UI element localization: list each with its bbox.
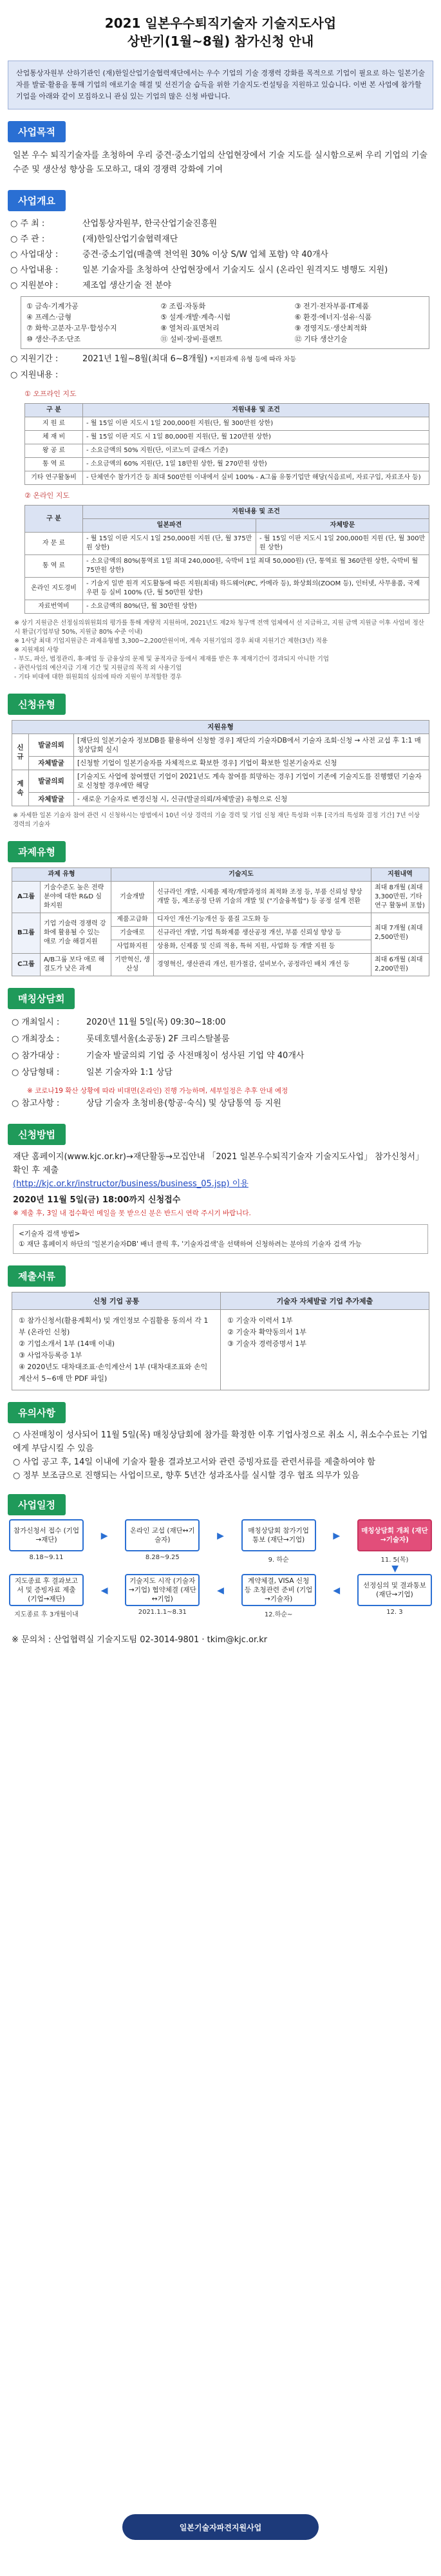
footer-logo: 일본기술자파견지원사업 bbox=[122, 2514, 319, 2540]
overview-row bbox=[8, 263, 433, 278]
period-note: *지원과제 유형 등에 따라 차등 bbox=[210, 356, 297, 363]
field-item: ④ 프레스·금형 bbox=[26, 313, 71, 321]
table-header: 과제 유형 bbox=[12, 868, 111, 882]
table-cell: 왕 공 료 bbox=[25, 444, 83, 458]
section-schedule bbox=[8, 1494, 433, 1618]
overview-key: ○ 주 관 : bbox=[10, 234, 45, 244]
table-cell: 기업 기술력 경쟁력 강화에 활용될 수 있는 애로 기술 해결지원 bbox=[41, 913, 111, 954]
schedule-box: 계약체결, VISA 신청 등 초청관련 준비 (기업→기술자) bbox=[241, 1574, 316, 1606]
notice-item: ○ 정부 보조금으로 진행되는 사업이므로, 향후 5년간 성과조사를 실시할 경우 협조 의무가 있음 bbox=[13, 1471, 359, 1481]
section-notes bbox=[8, 1402, 433, 1482]
schedule-date: 12.하순~ bbox=[264, 1611, 293, 1618]
arrow-right-icon: ▶ bbox=[100, 1531, 108, 1541]
notice-item: ○ 사업 공고 후, 14일 이내에 기술자 활용 결과보고서와 관련 증빙자료를 관련서류를 제출하여야 함 bbox=[13, 1457, 375, 1467]
section-docs bbox=[8, 1265, 433, 1390]
schedule-date: 2021.1.1~8.31 bbox=[138, 1609, 187, 1616]
table-row bbox=[25, 417, 429, 431]
consult-value: 2020년 11월 5일(목) 09:30~18:00 bbox=[86, 1018, 226, 1027]
consult-value: 상담 기술자 초청비용(항공·숙식) 및 상담통역 등 지원 bbox=[86, 1099, 281, 1108]
table-header: 지원내용 및 조건 bbox=[83, 404, 429, 417]
overview-value: 일본 기술자를 초청하여 산업현장에서 기술지도 실시 (온라인 원격지도 병행도 지원) bbox=[82, 265, 388, 275]
apply-group-label: 신 규 bbox=[12, 734, 29, 770]
field-item: ⑦ 화학·고분자·고무·합성수지 bbox=[26, 324, 117, 332]
section-title-purpose: 사업목적 bbox=[8, 121, 66, 142]
table-row bbox=[12, 793, 429, 806]
table-row bbox=[25, 444, 429, 458]
overview-key: ○ 주 최 : bbox=[10, 219, 45, 229]
table-cell: - 기술지 일반 원격 지도활동에 따른 지원(최대) 하드웨어(PC, 카메라 등), 화상회의(ZOOM 등), 인터넷, 사무용품, 국제우편 등 실비 100% (단, 월 50만원 상한) bbox=[83, 578, 429, 600]
docs-item: ② 기업소개서 1부 (14매 이내) bbox=[19, 1340, 115, 1348]
schedule-date: 지도종료 후 3개월이내 bbox=[14, 1611, 79, 1618]
section-title-tasks: 과제유형 bbox=[8, 841, 66, 862]
method-search-title: <기술자 검색 방법> bbox=[19, 1230, 80, 1238]
field-item: ③ 전기·전자부품·IT제품 bbox=[294, 302, 369, 310]
docs-col-common bbox=[12, 1293, 220, 1390]
schedule-row bbox=[9, 1519, 432, 1564]
offline-subtitle: ① 오프라인 지도 bbox=[24, 390, 77, 398]
note-line: ※ 1사당 최대 기업지원금은 과제유형별 3,300~2,200만원이며, 계속 지원기업의 경우 최대 지원기간 제한(3년) 적용 bbox=[14, 638, 328, 645]
docs-item: ① 기술자 이력서 1부 bbox=[227, 1316, 293, 1325]
table-cell: [기술지도 사업에 참여했던 기업이 2021년도 계속 참여를 희망하는 경우] 기업이 기존에 기술지도를 진행했던 기술자로 신청할 경우에만 해당 bbox=[74, 770, 429, 793]
table-cell: 상용화, 신제품 및 신뢰 적용, 특허 지원, 사업화 등 개발 지원 등 bbox=[154, 940, 371, 954]
table-cell: - 월 15일 이판 지도시 1일 250,000원 지원 (단, 월 375만원 상한) bbox=[83, 533, 256, 555]
schedule-flow bbox=[9, 1519, 432, 1618]
arrow-right-icon: ▶ bbox=[333, 1531, 341, 1541]
section-title-apply: 신청유형 bbox=[8, 694, 66, 715]
schedule-date: 11. 5(목) bbox=[380, 1557, 409, 1564]
arrow-down-icon: ▼ bbox=[391, 1564, 399, 1574]
table-header: 지원유형 bbox=[12, 721, 429, 734]
overview-row bbox=[8, 232, 433, 247]
table-cell: 체 재 비 bbox=[25, 431, 83, 444]
overview-value: 산업통상자원부, 한국산업기술진흥원 bbox=[82, 219, 218, 229]
schedule-step bbox=[357, 1519, 432, 1564]
apply-note: ※ 자세한 일본 기술자 참여 관련 시 신청하시는 방법에서 10년 이상 경력의 기술 경력 및 기업 신청 재단 특성화 이후 [국가의 특성화 결정 기간] 7년 이상 경력의 기술자 bbox=[13, 812, 420, 828]
docs-item: ② 기술자 확약동의서 1부 bbox=[227, 1328, 306, 1336]
docs-item: ③ 사업자등록증 1부 bbox=[19, 1351, 82, 1359]
schedule-step bbox=[9, 1519, 84, 1561]
footer bbox=[0, 2492, 441, 2576]
section-method bbox=[8, 1124, 433, 1254]
table-cell: [신청할 기업이 일본기술자를 자체적으로 확보한 경우] 기업이 확보한 일본기술자로 신청 bbox=[74, 757, 429, 770]
consult-row bbox=[8, 1095, 433, 1112]
table-cell: - 월 15일 이판 지도 시 1일 80,000원 지원(단, 월 120만원 상한) bbox=[83, 431, 429, 444]
docs-item: ① 참가신청서(활용계획서) 및 개인정보 수집활용 동의서 각 1부 (온라인 신청) bbox=[19, 1316, 209, 1336]
schedule-step bbox=[9, 1574, 84, 1618]
notes-body bbox=[8, 1428, 433, 1482]
intro-box: 산업통상자원부 산하기관인 (재)한일산업기술협력재단에서는 우수 기업의 기술 경쟁력 강화를 목적으로 기업이 필요로 하는 일본기술자를 발굴·활용을 통해 기업의 애로기술 해결 및 선진기술 습득을 위한 기술지도·컨설팅을 지원하고 있습니다. 이번 본 사업에 참가할 기업을 아래와 같이 모집하오니 관심 있는 기업의 많은 신청 바랍니다. bbox=[8, 61, 433, 109]
consult-row bbox=[8, 1048, 433, 1065]
table-cell: 최대 6개월 (최대 2,200만원) bbox=[371, 954, 429, 976]
table-row bbox=[25, 458, 429, 471]
consult-value: 기술자 발굴의뢰 기업 중 사전매칭이 성사된 기업 약 40개사 bbox=[86, 1051, 305, 1061]
docs-col-title: 기술자 자체발굴 기업 추가제출 bbox=[221, 1293, 429, 1310]
section-title-method: 신청방법 bbox=[8, 1124, 66, 1145]
table-header: 구 분 bbox=[25, 404, 83, 417]
section-purpose bbox=[8, 121, 433, 178]
table-cell: - 소요금액의 80%(단, 월 30만원 상한) bbox=[83, 600, 429, 614]
note-line: - 관련사업의 예산지급 기재 기간 및 지원금의 목적 외 사용기업 bbox=[14, 665, 182, 672]
table-cell: 자체발굴 bbox=[29, 793, 74, 806]
consult-value: 일본 기술자와 1:1 상담 bbox=[86, 1068, 173, 1077]
task-group: A그룹 bbox=[12, 882, 41, 913]
field-item: ⑪ 설비·장비·플랜트 bbox=[160, 335, 223, 343]
schedule-step bbox=[125, 1519, 200, 1561]
overview-body bbox=[8, 216, 433, 682]
table-cell: - 단체연수 참가기간 등 최대 500만원 이내에서 실비 100% - A그룹 유통기업만 해당(식음료비, 자료구입, 자료조사 등) bbox=[83, 471, 429, 485]
page-title: 2021 일본우수퇴직기술자 기술지도사업 bbox=[104, 15, 337, 31]
field-item: ② 조립·자동화 bbox=[160, 302, 206, 310]
overview-row bbox=[8, 216, 433, 232]
docs-col-title: 신청 기업 공통 bbox=[12, 1293, 220, 1310]
overview-value: 중견·중소기업(매출액 천억원 30% 이상 S/W 업체 포함) 약 40개사 bbox=[82, 250, 328, 260]
task-group: C그룹 bbox=[12, 954, 41, 976]
consult-key: ○ 참가대상 : bbox=[12, 1051, 60, 1061]
online-table bbox=[24, 505, 429, 614]
schedule-date: 9. 하순 bbox=[268, 1557, 289, 1564]
schedule-box: 선정심의 및 결과통보 (재단→기업) bbox=[357, 1574, 432, 1606]
consult-value: 롯데호텔서울(소공동) 2F 크리스탈볼룸 bbox=[86, 1034, 230, 1044]
consult-note: ※ 코로나19 확산 상황에 따라 비대면(온라인) 진행 가능하며, 세부일정은 추후 안내 예정 bbox=[27, 1087, 288, 1095]
table-row bbox=[12, 882, 429, 913]
field-item: ⑤ 설계·개발·계측·시험 bbox=[160, 313, 231, 321]
table-cell: - 소요금액의 50% 지원(단, 이코노미 클래스 기준) bbox=[83, 444, 429, 458]
table-cell: - 새로운 기술자로 변경신청 시, 신규(발굴의뢰/자체발굴) 유형으로 신청 bbox=[74, 793, 429, 806]
table-row bbox=[12, 734, 429, 757]
docs-item: ③ 기술자 경력증명서 1부 bbox=[227, 1340, 306, 1348]
notice-item: ○ 사전매칭이 성사되어 11월 5일(목) 매칭상담회에 참가를 확정한 이후 기업사정으로 취소 시, 취소수수료는 기업에게 부담시킬 수 있음 bbox=[13, 1430, 428, 1454]
table-cell: 발굴의뢰 bbox=[29, 770, 74, 793]
overview-notes bbox=[14, 619, 431, 682]
consult-row bbox=[8, 1014, 433, 1031]
table-cell: 자료번역비 bbox=[25, 600, 83, 614]
consult-key: ○ 상담형태 : bbox=[12, 1068, 60, 1077]
arrow-right-icon: ▶ bbox=[217, 1531, 224, 1541]
table-cell: 최대 8개월 (최대 3,300만원, 기타 연구 활동비 포함) bbox=[371, 882, 429, 913]
consult-row bbox=[8, 1065, 433, 1081]
table-cell: 신규라인 개발, 시제품 제작/개발과정의 최적화 조정 등, 부품 신뢰성 향상 개발 등, 제조공정 단위 기술의 개발 및 ("기술융복합") 등 공정 설계 전환 bbox=[154, 882, 371, 913]
overview-row bbox=[8, 278, 433, 294]
table-header: 기술지도 bbox=[111, 868, 371, 882]
table-cell: 경영혁신, 생산관리 개선, 원가절감, 설비보수, 공정라인 배치 개선 등 bbox=[154, 954, 371, 976]
arrow-left-icon: ◀ bbox=[100, 1586, 108, 1596]
overview-key: ○ 지원분야 : bbox=[10, 281, 59, 290]
schedule-step bbox=[241, 1574, 316, 1618]
note-line: - 기타 비대에 대한 위원회의 심의에 따라 지원이 부적합한 경우 bbox=[14, 674, 182, 681]
field-item: ① 금속·기계가공 bbox=[26, 302, 79, 310]
schedule-row bbox=[9, 1574, 432, 1618]
header bbox=[8, 9, 433, 54]
method-deadline-note: ※ 제출 후, 3일 내 접수확인 메일을 못 받으신 분은 반드시 연락 주시기 바랍니다. bbox=[13, 1209, 251, 1217]
contact-line: ※ 문의처 : 산업협력실 기술지도팀 02-3014-9801 · tkim@kjc.or.kr bbox=[12, 1635, 268, 1645]
table-cell: A/B그룹 보다 애로 해결도가 낮은 과제 bbox=[41, 954, 111, 976]
method-link[interactable]: (http://kjc.or.kr/instructor/business/business_05.jsp) 이용 bbox=[13, 1179, 249, 1189]
table-cell: 지 원 료 bbox=[25, 417, 83, 431]
online-subtitle: ② 온라인 지도 bbox=[24, 491, 70, 500]
page-subtitle: 상반기(1월~8월) 참가신청 안내 bbox=[127, 33, 314, 49]
schedule-box: 매칭상담회 참가기업 통보 (재단→기업) bbox=[241, 1519, 316, 1551]
overview-value: (재)한일산업기술협력재단 bbox=[82, 234, 178, 244]
method-search-text: ① 재단 홈페이지 하단의 '일본기술자DB' 배너 클릭 후, '기술자검색'을 선택하여 신청하려는 분야의 기술자 검색 가능 bbox=[19, 1240, 362, 1248]
table-row bbox=[12, 757, 429, 770]
task-table bbox=[12, 867, 429, 976]
table-cell: 최대 7개월 (최대 2,500만원) bbox=[371, 913, 429, 954]
table-cell: 기술애로 bbox=[111, 927, 154, 940]
table-cell: 기반혁신, 생산성 bbox=[111, 954, 154, 976]
table-cell: 통 역 료 bbox=[25, 458, 83, 471]
field-item: ⑥ 환경·에너지·섬유·식품 bbox=[294, 313, 372, 321]
method-search-box bbox=[13, 1224, 428, 1254]
consult-key: ○ 개최장소 : bbox=[12, 1034, 60, 1044]
table-header: 지원내역 bbox=[371, 868, 429, 882]
table-cell: [재단의 일본기술자 정보DB를 활용하여 신청할 경우] 재단의 기술자DB에서 기술자 조회·신청 → 사전 교섭 후 1:1 매칭상담회 실시 bbox=[74, 734, 429, 757]
docs-col-extra bbox=[220, 1293, 429, 1390]
consult-body bbox=[8, 1014, 433, 1112]
offline-table-wrap bbox=[24, 403, 429, 485]
table-cell: - 월 15일 이판 지도시 1일 200,000원 지원 (단, 월 300만원 상한) bbox=[256, 533, 429, 555]
period-value: 2021년 1월~8월(최대 6~8개월) bbox=[82, 354, 208, 364]
schedule-date: 8.18~9.11 bbox=[29, 1554, 64, 1561]
section-title-notes: 유의사항 bbox=[8, 1402, 66, 1423]
table-cell: 기술개발 bbox=[111, 882, 154, 913]
section-title-overview: 사업개요 bbox=[8, 190, 66, 211]
table-row bbox=[12, 954, 429, 976]
schedule-box: 참가신청서 접수 (기업→재단) bbox=[9, 1519, 84, 1551]
content-key: ○ 지원내용 : bbox=[10, 370, 59, 380]
table-cell: - 소요금액의 60% 지원(단, 1일 18만원 상한, 월 270만원 상한) bbox=[83, 458, 429, 471]
task-group: B그룹 bbox=[12, 913, 41, 954]
table-cell: 자체발굴 bbox=[29, 757, 74, 770]
overview-row bbox=[8, 247, 433, 263]
overview-key: ○ 사업대상 : bbox=[10, 250, 59, 260]
table-cell: - 월 15일 이판 지도시 1일 200,000원 지원(단, 월 300만원 상한) bbox=[83, 417, 429, 431]
schedule-box-highlight: 매칭상담회 개최 (재단→기술자) bbox=[357, 1519, 432, 1551]
table-cell: 사업화지원 bbox=[111, 940, 154, 954]
table-header: 지원내용 및 조건 bbox=[83, 506, 429, 519]
apply-table bbox=[12, 720, 429, 806]
docs-item: ④ 2020년도 대차대조표·손익계산서 1부 (대차대조표와 손익계산서 5~6매 만 PDF 파일) bbox=[19, 1363, 208, 1383]
schedule-step bbox=[357, 1574, 432, 1616]
consult-key: ○ 참고사항 : bbox=[12, 1099, 60, 1108]
method-text: 재단 홈페이지(www.kjc.or.kr)→재단활동→모집안내 「2021 일본우수퇴직기술자 기술지도사업」 참가신청서」 확인 후 제출 bbox=[13, 1152, 424, 1175]
purpose-text: 일본 우수 퇴직기술자를 초청하여 우리 중견·중소기업의 산업현장에서 기술 지도를 실시함으로써 우리 기업의 기술수준 및 생산성 향상을 도모하고, 대외 경쟁력 강화에 기여 bbox=[13, 151, 427, 175]
consult-row bbox=[8, 1031, 433, 1048]
schedule-box: 기술지도 시작 (기술자→기업) 협약체결 (재단↔기업) bbox=[125, 1574, 200, 1606]
arrow-left-icon: ◀ bbox=[217, 1586, 224, 1596]
arrow-left-icon: ◀ bbox=[333, 1586, 341, 1596]
schedule-date: 8.28~9.25 bbox=[145, 1554, 180, 1561]
section-overview bbox=[8, 190, 433, 682]
table-cell: 온라인 지도경비 bbox=[25, 578, 83, 600]
note-line: ※ 상기 지원금은 선정심의위원회의 평가를 통해 계량적 지원하며, 2021년도 제2차 청구액 전액 업체에서 선 지급하고, 지원 금액 지원금 이후 사업비 정산 시 환급(기업부담 50%, 지원금 80% 수준 이내) bbox=[14, 620, 424, 636]
content-row bbox=[8, 368, 433, 383]
schedule-box: 온라인 교섭 (재단↔기술자) bbox=[125, 1519, 200, 1551]
schedule-step bbox=[241, 1519, 316, 1564]
tasks-body bbox=[12, 867, 429, 976]
table-cell: 기술수준도 높은 전략분야에 대한 R&D 심화지원 bbox=[41, 882, 111, 913]
table-row bbox=[12, 913, 429, 927]
section-title-schedule: 사업일정 bbox=[8, 1494, 66, 1515]
section-apply bbox=[8, 694, 433, 829]
apply-body bbox=[12, 720, 429, 829]
table-cell: 디자인 개선·기능개선 등 품질 고도화 등 bbox=[154, 913, 371, 927]
note-line: ※ 지원제외 사항 bbox=[14, 647, 59, 654]
section-title-docs: 제출서류 bbox=[8, 1265, 66, 1287]
table-row bbox=[25, 533, 429, 555]
section-tasks bbox=[8, 841, 433, 976]
schedule-step bbox=[125, 1574, 200, 1616]
field-item: ⑨ 경영지도·생산최적화 bbox=[294, 324, 368, 332]
field-item: ⑫ 기타 생산기술 bbox=[294, 335, 348, 343]
table-subheader: 자체방문 bbox=[256, 519, 429, 533]
method-deadline: 2020년 11월 5일(금) 18:00까지 신청접수 bbox=[13, 1195, 181, 1205]
overview-key: ○ 사업내용 : bbox=[10, 265, 59, 275]
table-cell: 기타 연구활동비 bbox=[25, 471, 83, 485]
table-cell: 신규라인 개발, 기업 특화제품 생산공정 개선, 부품 신뢰성 향상 등 bbox=[154, 927, 371, 940]
apply-group-label: 계 속 bbox=[12, 770, 29, 806]
section-consult bbox=[8, 988, 433, 1112]
table-row bbox=[25, 578, 429, 600]
field-item: ⑧ 열처리·표면처리 bbox=[160, 324, 220, 332]
table-row bbox=[25, 471, 429, 485]
period-row bbox=[8, 352, 433, 368]
method-body bbox=[8, 1150, 433, 1254]
online-table-wrap bbox=[24, 505, 429, 614]
table-cell: 자 문 료 bbox=[25, 533, 83, 555]
table-row bbox=[12, 770, 429, 793]
table-subheader: 일본파견 bbox=[83, 519, 256, 533]
table-cell: 통 역 료 bbox=[25, 555, 83, 578]
table-cell: - 소요금액의 80%(통역료 1일 최대 240,000원, 숙박비 1일 최대 50,000원) (단, 통역료 월 360만원 상한, 숙박비 월 75만원 상한) bbox=[83, 555, 429, 578]
offline-table bbox=[24, 403, 429, 485]
table-header: 구 분 bbox=[25, 506, 83, 533]
schedule-box: 지도종료 후 결과보고서 및 증빙자료 제출 (기업→재단) bbox=[9, 1574, 84, 1606]
table-row bbox=[25, 600, 429, 614]
overview-value: 제조업 생산기술 전 분야 bbox=[82, 281, 171, 290]
table-row bbox=[25, 431, 429, 444]
docs-table bbox=[12, 1292, 429, 1390]
support-fields-box bbox=[21, 296, 429, 349]
table-cell: 발굴의뢰 bbox=[29, 734, 74, 757]
period-key: ○ 지원기간 : bbox=[10, 354, 59, 364]
table-cell: 제품고급화 bbox=[111, 913, 154, 927]
note-line: - 부도, 파산, 법정관리, 휴·폐업 등 금융상의 문제 및 공적자금 등에서 제재를 받은 후 제재기간이 경과되지 아니한 기업 bbox=[14, 656, 329, 663]
schedule-date: 12. 3 bbox=[386, 1609, 403, 1616]
section-title-consult: 매칭상담회 bbox=[8, 988, 75, 1009]
field-item: ⑩ 생산·주조·단조 bbox=[26, 335, 81, 343]
table-row bbox=[25, 555, 429, 578]
consult-key: ○ 개최일시 : bbox=[12, 1018, 60, 1027]
